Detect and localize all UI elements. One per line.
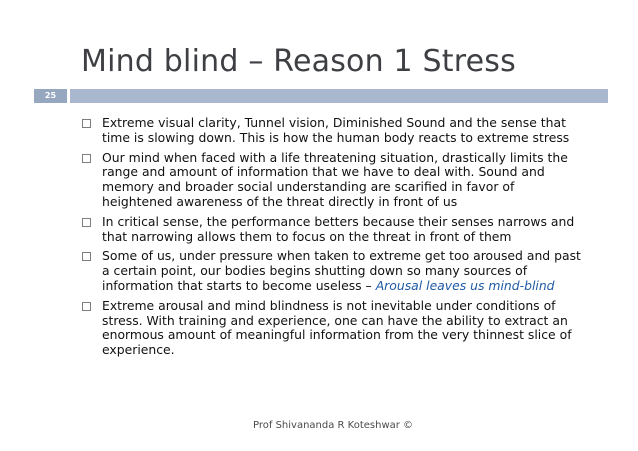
bullet-item (82, 116, 582, 146)
bullet-item (82, 249, 582, 293)
square-bullet-icon (82, 218, 91, 227)
title-divider-bar (70, 89, 608, 103)
slide-number: 25 (44, 91, 57, 100)
bullet-text: Extreme arousal and mind blindness is not inevitable under conditions of stress. With training and experience, one can have the ability to extract an enormous amount of meaningful information from the very thinnest slice of experience. (102, 297, 572, 358)
square-bullet-icon (82, 119, 91, 128)
bullet-text: Some of us, under pressure when taken to extreme get too aroused and past a certain point, our bodies begins shutting down so many sources of information that starts to become useless – (102, 248, 581, 293)
bullet-emphasis: Arousal leaves us mind-blind (375, 277, 555, 293)
square-bullet-icon (82, 302, 91, 311)
bullet-list (82, 116, 582, 363)
bullet-text: Extreme visual clarity, Tunnel vision, Diminished Sound and the sense that time is slowing down. This is how the human body reacts to extreme stress (102, 115, 570, 145)
bullet-item (82, 299, 582, 358)
bullet-item (82, 215, 582, 245)
square-bullet-icon (82, 252, 91, 261)
slide-title: Mind blind – Reason 1 Stress (81, 44, 516, 79)
square-bullet-icon (82, 154, 91, 163)
slide-footer: Prof Shivananda R Koteshwar © (253, 420, 414, 431)
bullet-item (82, 151, 582, 210)
bullet-text: In critical sense, the performance betters because their senses narrows and that narrowing allows them to focus on the threat in front of them (102, 213, 575, 244)
bullet-text: Our mind when faced with a life threatening situation, drastically limits the range and amount of information that we have to deal with. Sound and memory and broader social understanding are scarified in favor of heightened awareness of the threat directly in front of us (102, 149, 568, 209)
